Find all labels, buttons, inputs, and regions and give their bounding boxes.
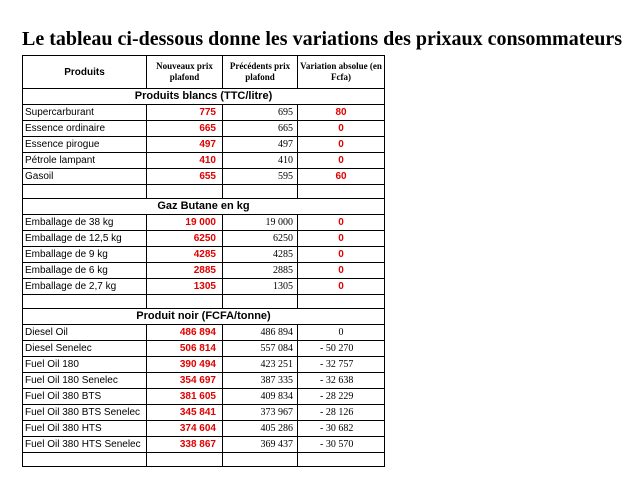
header-precedents-prix: Précédents prix plafond	[223, 56, 298, 89]
previous-price: 665	[223, 121, 298, 137]
product-name: Fuel Oil 180	[23, 357, 147, 373]
section-title: Gaz Butane en kg	[23, 199, 385, 215]
header-variation: Variation absolue (en Fcfa)	[298, 56, 385, 89]
table-row	[23, 279, 385, 295]
section-header-row	[23, 199, 385, 215]
previous-price: 409 834	[223, 389, 298, 405]
new-price: 374 604	[147, 421, 223, 437]
empty-cell	[298, 295, 385, 309]
empty-cell	[147, 185, 223, 199]
table-body	[23, 89, 385, 467]
empty-cell	[23, 453, 147, 467]
previous-price: 695	[223, 105, 298, 121]
new-price: 410	[147, 153, 223, 169]
previous-price: 595	[223, 169, 298, 185]
spacer-row	[23, 453, 385, 467]
empty-cell	[23, 185, 147, 199]
empty-cell	[147, 295, 223, 309]
product-name: Diesel Senelec	[23, 341, 147, 357]
product-name: Essence ordinaire	[23, 121, 147, 137]
empty-cell	[298, 453, 385, 467]
previous-price: 4285	[223, 247, 298, 263]
variation: 80	[298, 105, 385, 121]
variation: - 28 126	[298, 405, 385, 421]
new-price: 381 605	[147, 389, 223, 405]
new-price: 390 494	[147, 357, 223, 373]
new-price: 6250	[147, 231, 223, 247]
table-row	[23, 421, 385, 437]
variation: - 32 757	[298, 357, 385, 373]
product-name: Emballage de 2,7 kg	[23, 279, 147, 295]
product-name: Gasoil	[23, 169, 147, 185]
variation: 0	[298, 325, 385, 341]
table-row	[23, 231, 385, 247]
new-price: 345 841	[147, 405, 223, 421]
variation: - 32 638	[298, 373, 385, 389]
product-name: Fuel Oil 380 HTS Senelec	[23, 437, 147, 453]
new-price: 506 814	[147, 341, 223, 357]
previous-price: 369 437	[223, 437, 298, 453]
previous-price: 497	[223, 137, 298, 153]
table-row	[23, 437, 385, 453]
empty-cell	[147, 453, 223, 467]
table-header	[23, 56, 385, 89]
empty-cell	[223, 185, 298, 199]
variation: 0	[298, 231, 385, 247]
variation: 0	[298, 137, 385, 153]
product-name: Fuel Oil 380 BTS	[23, 389, 147, 405]
price-table	[22, 55, 385, 467]
section-header-row	[23, 309, 385, 325]
previous-price: 2885	[223, 263, 298, 279]
product-name: Emballage de 9 kg	[23, 247, 147, 263]
empty-cell	[223, 453, 298, 467]
product-name: Emballage de 6 kg	[23, 263, 147, 279]
new-price: 655	[147, 169, 223, 185]
previous-price: 486 894	[223, 325, 298, 341]
variation: 0	[298, 247, 385, 263]
spacer-row	[23, 185, 385, 199]
variation: - 30 570	[298, 437, 385, 453]
new-price: 354 697	[147, 373, 223, 389]
new-price: 486 894	[147, 325, 223, 341]
product-name: Fuel Oil 380 BTS Senelec	[23, 405, 147, 421]
product-name: Fuel Oil 180 Senelec	[23, 373, 147, 389]
table-row	[23, 105, 385, 121]
variation: 60	[298, 169, 385, 185]
empty-cell	[23, 295, 147, 309]
empty-cell	[298, 185, 385, 199]
page-title: Le tableau ci-dessous donne les variations des prixaux consommateurs	[22, 28, 623, 50]
product-name: Diesel Oil	[23, 325, 147, 341]
new-price: 665	[147, 121, 223, 137]
table-row	[23, 169, 385, 185]
previous-price: 410	[223, 153, 298, 169]
variation: 0	[298, 153, 385, 169]
previous-price: 387 335	[223, 373, 298, 389]
new-price: 497	[147, 137, 223, 153]
table-row	[23, 389, 385, 405]
table-row	[23, 121, 385, 137]
previous-price: 19 000	[223, 215, 298, 231]
product-name: Emballage de 38 kg	[23, 215, 147, 231]
table-row	[23, 373, 385, 389]
previous-price: 6250	[223, 231, 298, 247]
previous-price: 557 084	[223, 341, 298, 357]
variation: - 28 229	[298, 389, 385, 405]
table-row	[23, 325, 385, 341]
product-name: Supercarburant	[23, 105, 147, 121]
new-price: 338 867	[147, 437, 223, 453]
table-row	[23, 153, 385, 169]
table-row	[23, 341, 385, 357]
new-price: 2885	[147, 263, 223, 279]
previous-price: 423 251	[223, 357, 298, 373]
variation: 0	[298, 121, 385, 137]
table-row	[23, 215, 385, 231]
table-row	[23, 263, 385, 279]
table-row	[23, 357, 385, 373]
previous-price: 405 286	[223, 421, 298, 437]
new-price: 19 000	[147, 215, 223, 231]
previous-price: 1305	[223, 279, 298, 295]
section-title: Produit noir (FCFA/tonne)	[23, 309, 385, 325]
new-price: 1305	[147, 279, 223, 295]
new-price: 775	[147, 105, 223, 121]
product-name: Emballage de 12,5 kg	[23, 231, 147, 247]
variation: - 50 270	[298, 341, 385, 357]
header-produits: Produits	[23, 56, 147, 89]
header-nouveaux-prix: Nouveaux prix plafond	[147, 56, 223, 89]
section-header-row	[23, 89, 385, 105]
product-name: Essence pirogue	[23, 137, 147, 153]
new-price: 4285	[147, 247, 223, 263]
table-row	[23, 405, 385, 421]
section-title: Produits blancs (TTC/litre)	[23, 89, 385, 105]
variation: 0	[298, 263, 385, 279]
variation: 0	[298, 279, 385, 295]
variation: 0	[298, 215, 385, 231]
product-name: Pétrole lampant	[23, 153, 147, 169]
previous-price: 373 967	[223, 405, 298, 421]
header-row	[23, 56, 385, 89]
table-row	[23, 137, 385, 153]
product-name: Fuel Oil 380 HTS	[23, 421, 147, 437]
variation: - 30 682	[298, 421, 385, 437]
spacer-row	[23, 295, 385, 309]
table-row	[23, 247, 385, 263]
empty-cell	[223, 295, 298, 309]
